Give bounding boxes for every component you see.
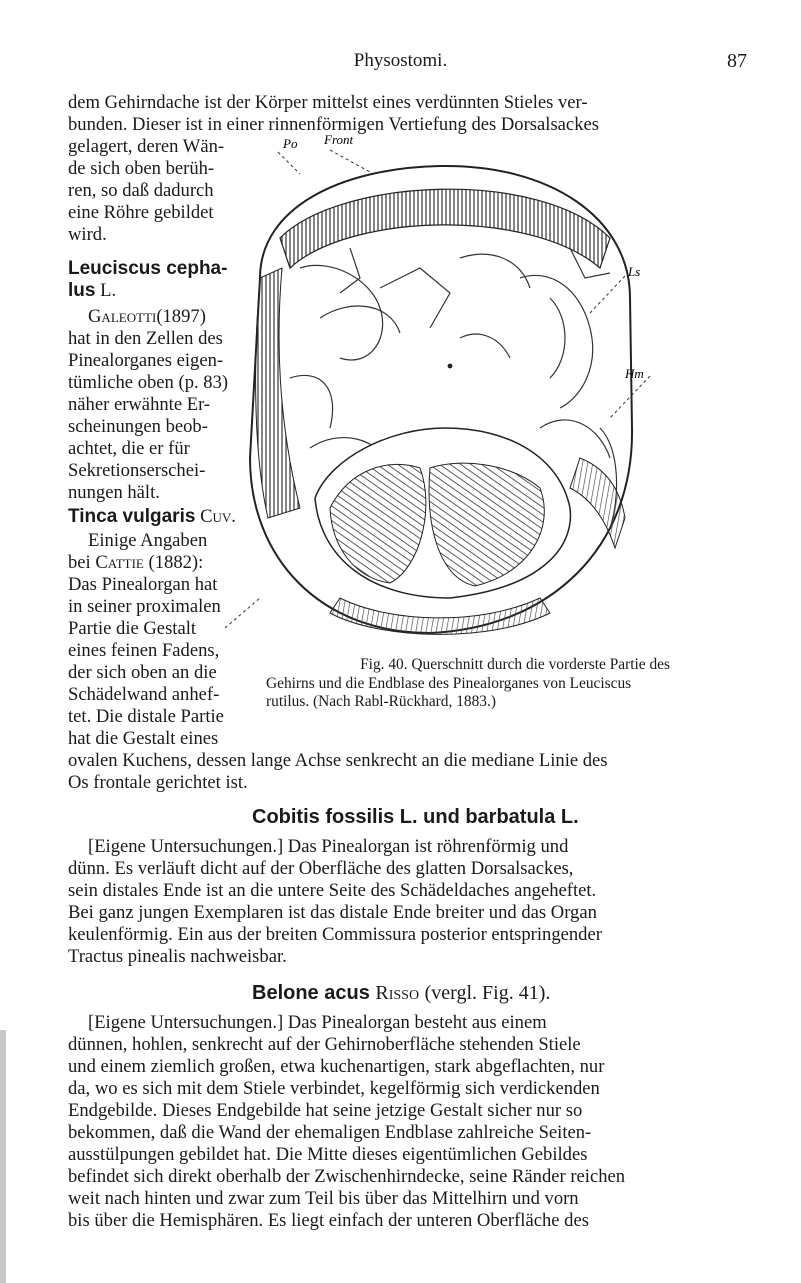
label-hm: Hm xyxy=(625,366,644,381)
label-po: Po xyxy=(283,136,298,151)
floor-band xyxy=(330,598,550,634)
intro-line-2: bunden. Dieser ist in einer rinnenförmigen Vertiefung des Dorsalsackes xyxy=(68,114,599,135)
belone-line: da, wo es sich mit dem Stiele verbindet, kegelförmig sich verdickenden xyxy=(68,1078,600,1099)
intro-narrow-line: eine Röhre gebildet xyxy=(68,202,214,223)
tinca-species: Tinca vulgaris xyxy=(68,506,196,527)
cobitis-line: [Eigene Untersuchungen.] Das Pinealorgan ist röhrenförmig und xyxy=(88,836,569,857)
leuciscus-line: tümliche oben (p. 83) xyxy=(68,372,229,393)
tinca-line: in seiner proximalen xyxy=(68,596,221,617)
label-front: Front xyxy=(324,132,354,147)
body-line: hat die Gestalt eines xyxy=(68,728,219,749)
citation-year: (1897) xyxy=(156,306,206,327)
belone-line: dünnen, hohlen, senkrecht auf der Gehirnoberfläche stehenden Stiele xyxy=(68,1034,581,1055)
leuciscus-line: näher erwähnte Er- xyxy=(68,394,211,415)
citation-name: Cattie xyxy=(95,552,144,573)
leuciscus-line: nungen hält. xyxy=(68,482,160,503)
cross-section-illustration xyxy=(220,128,660,658)
belone-line: bekommen, daß die Wand der ehemaligen Endblase zahlreiche Seiten- xyxy=(68,1122,592,1143)
leuciscus-line: scheinungen beob- xyxy=(68,416,208,437)
belone-line: [Eigene Untersuchungen.] Das Pinealorgan besteht aus einem xyxy=(88,1012,547,1033)
leuciscus-heading-1: Leuciscus cepha- xyxy=(68,258,228,279)
caption-line: Fig. 40. Querschnitt durch die vorderste Partie des xyxy=(360,656,670,673)
tinca-line: tet. Die distale Partie xyxy=(68,706,224,727)
tinca-line: Einige Angaben xyxy=(88,530,208,551)
cobitis-heading: Cobitis fossilis L. und barbatula L. xyxy=(252,806,579,828)
tinca-line: eines feinen Fadens, xyxy=(68,640,220,661)
tinca-line: Partie die Gestalt xyxy=(68,618,197,639)
citation-year: (1882): xyxy=(148,552,204,573)
intro-narrow-line: de sich oben berüh- xyxy=(68,158,215,179)
belone-line: befindet sich direkt oberhalb der Zwischenhirndecke, seine Ränder reichen xyxy=(68,1166,626,1187)
page-number: 87 xyxy=(727,50,747,72)
belone-line: weit nach hinten und zwar zum Teil bis über das Mittelhirn und vorn xyxy=(68,1188,579,1209)
page-edge-shadow xyxy=(0,1030,6,1283)
citation-prefix: bei xyxy=(68,552,91,573)
running-header-title: Physostomi. xyxy=(353,50,448,71)
cobitis-line: Tractus pinealis nachweisbar. xyxy=(68,946,287,967)
caption-line: Gehirns und die Endblase des Pinealorganes von Leuciscus xyxy=(266,674,632,692)
label-ls: Ls xyxy=(628,264,641,279)
tinca-line: Das Pinealorgan hat xyxy=(68,574,218,595)
belone-heading xyxy=(252,982,550,1005)
caption-line: rutilus. (Nach Rabl-Rückhard, 1883.) xyxy=(266,693,496,710)
belone-ref: (vergl. Fig. 41). xyxy=(424,982,551,1004)
right-lobe xyxy=(570,458,625,548)
citation-name: Galeotti xyxy=(88,306,157,327)
cobitis-line: dünn. Es verläuft dicht auf der Oberfläche des glatten Dorsalsackes, xyxy=(68,858,574,879)
tinca-author: Cuv. xyxy=(200,506,236,527)
intro-narrow-line: wird. xyxy=(68,224,107,245)
roof-band xyxy=(280,189,610,268)
body-line: ovalen Kuchens, dessen lange Achse senkrecht an die mediane Linie des xyxy=(68,750,608,771)
tinca-line: Schädelwand anhef- xyxy=(68,684,220,705)
intro-narrow-line: ren, so daß dadurch xyxy=(68,180,214,201)
belone-line: Endgebilde. Dieses Endgebilde hat seine jetzige Gestalt sicher nur so xyxy=(68,1100,583,1121)
leuciscus-citation xyxy=(88,306,206,328)
left-wall xyxy=(256,268,300,518)
belone-line: und einem ziemlich großen, etwa kuchenartigen, stark abgeflachten, nur xyxy=(68,1056,605,1077)
cobitis-line: sein distales Ende ist an die untere Seite des Schädeldaches angeheftet. xyxy=(68,880,597,901)
cobitis-line: Bei ganz jungen Exemplaren ist das distale Ende breiter und das Organ xyxy=(68,902,597,923)
leuciscus-line: achtet, die er für xyxy=(68,438,190,459)
belone-author: Risso xyxy=(375,982,420,1004)
leuciscus-line: Pinealorganes eigen- xyxy=(68,350,224,371)
figure-caption xyxy=(266,656,670,712)
tinca-line: der sich oben an die xyxy=(68,662,217,683)
leuciscus-author: L. xyxy=(100,280,117,301)
leuciscus-line: Sekretionserschei- xyxy=(68,460,206,481)
leuciscus-line: hat in den Zellen des xyxy=(68,328,223,349)
belone-line: bis über die Hemisphären. Es liegt einfach der unteren Oberfläche des xyxy=(68,1210,589,1231)
intro-narrow-line: gelagert, deren Wän- xyxy=(68,136,225,157)
figure-40 xyxy=(220,128,660,658)
body-line: Os frontale gerichtet ist. xyxy=(68,772,248,793)
intro-line-1: dem Gehirndache ist der Körper mittelst eines verdünnten Stieles ver- xyxy=(68,92,588,113)
marker-dot xyxy=(448,364,453,369)
belone-species: Belone acus xyxy=(252,982,370,1004)
leuciscus-heading-tail: lus xyxy=(68,280,96,301)
belone-line: ausstülpungen gebildet hat. Die Mitte dieses eigentümlichen Gebildes xyxy=(68,1144,588,1165)
cobitis-line: keulenförmig. Ein aus der breiten Commissura posterior entspringender xyxy=(68,924,602,945)
